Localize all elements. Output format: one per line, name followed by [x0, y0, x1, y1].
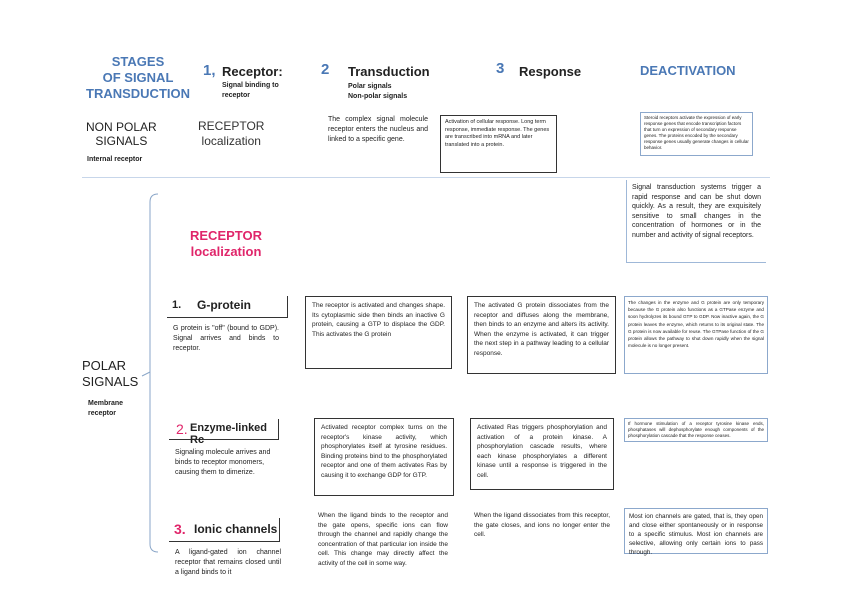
row1-deactivation-text: The changes in the enzyme and G protein are only temporary because the G protein also functions as a GTPase enzyme and soon hydrolyzes its bound GTP to GDP. Now inactive again, the G protein leaves the enzyme, which returns to its original state. The G protein is now available for reuse. The GTPase function of the G protein allows the pathway to shut down rapidly when the signal molecule is no longer present. — [628, 300, 764, 349]
polar-bracket — [140, 192, 162, 554]
nonpolar-deactivation-box — [640, 112, 753, 156]
nonpolar-title: NON POLAR SIGNALS — [86, 120, 157, 148]
row3-number: 3. — [174, 521, 186, 537]
row2-deactivation-text: If hormone stimulation of a receptor tyrosine kinase ends, phosphatases will dephosphorylate enough components of the phosphorylation cascade that the response ceases. — [628, 421, 764, 439]
step1-number: 1, — [203, 62, 216, 79]
section-divider — [82, 177, 770, 178]
stages-title: STAGES OF SIGNAL TRANSDUCTION — [86, 54, 190, 101]
row2-transduction-text: Activated receptor complex turns on the receptor's kinase activity, which phosphorylates itself at tyrosine residues. Binding proteins bind to the phosphorylated receptor and one of them activates Ras by causing it to exchange GDP for GTP. — [321, 424, 447, 479]
row2-description: Signaling molecule arrives and binds to receptor monomers, causing them to dimerize. — [175, 449, 271, 476]
row2-number: 2. — [176, 421, 188, 437]
step2-subtitle: Polar signals Non-polar signals — [348, 83, 408, 100]
row1-response-box — [467, 296, 616, 374]
row3-transduction-text: When the ligand binds to the receptor and the gate opens, specific ions can flow through the channel and rapidly change the concentration of that particular ion inside the cell. This change may directly affect the activity of the cell in some way. — [318, 512, 448, 567]
row3-header — [169, 518, 280, 542]
step1-title: Receptor: — [222, 64, 283, 79]
row1-header — [167, 296, 288, 318]
step2-title: Transduction — [348, 64, 430, 79]
polar-general-deactivation-box — [626, 180, 766, 263]
polar-title: POLAR SIGNALS — [82, 358, 139, 389]
deactivation-title: DEACTIVATION — [640, 63, 736, 78]
step2-number: 2 — [321, 61, 330, 78]
row2-header — [169, 419, 279, 446]
nonpolar-response-box — [440, 115, 557, 173]
row1-response-text: The activated G protein dissociates from the receptor and diffuses along the membrane, then binds to an enzyme and alters its activity. When the enzyme is activated, it can trigger the next step in a pathway leading to a cellular response. — [474, 302, 609, 357]
row1-transduction-text: The receptor is activated and changes shape. Its cytoplasmic side then binds an inactive G protein, causing a GTP to displace the GDP. This activates the G protein — [312, 302, 445, 338]
nonpolar-response-text: Activation of cellular response. Long term response, immediate response. The genes are transcribed into mRNA and later translated into a protein. — [445, 119, 550, 148]
row3-deactivation-box — [624, 508, 768, 554]
step1-subtitle: Signal binding to receptor — [222, 82, 279, 99]
row1-deactivation-box — [624, 296, 768, 374]
nonpolar-subtitle: Internal receptor — [87, 156, 143, 163]
polar-subtitle: Membrane receptor — [88, 400, 124, 417]
row1-description: G protein is "off" (bound to GDP). Signal arrives and binds to receptor. — [173, 325, 279, 352]
row1-transduction-box — [305, 296, 452, 369]
row2-deactivation-box — [624, 418, 768, 442]
nonpolar-transduction-text: The complex signal molecule receptor enters the nucleus and linked to a specific gene. — [328, 116, 428, 143]
row2-response-box — [470, 418, 614, 490]
row1-title: G-protein — [197, 298, 251, 312]
row3-description: A ligand-gated ion channel receptor that remains closed until a ligand binds to it — [175, 549, 281, 576]
polar-localization: RECEPTOR localization — [190, 228, 262, 259]
row3-title: Ionic channels — [194, 522, 278, 536]
step3-number: 3 — [496, 60, 505, 77]
step3-title: Response — [519, 64, 582, 79]
polar-general-deactivation-text: Signal transduction systems trigger a rapid response and can be shut down quickly. As a result, they are exquisitely sensitive to small changes in the concentration of hormones or in the number and activity of signal receptors. — [632, 184, 761, 239]
row3-response-text: When the ligand dissociates from this receptor, the gate closes, and ions no longer enter the cell. — [474, 512, 610, 538]
row2-response-text: Activated Ras triggers phosphorylation and activation of a protein kinase. A phosphorylation cascade results, where each kinase phosphorylates a different kinase until a response is triggered in the cell. — [477, 424, 607, 479]
row1-number: 1. — [172, 299, 182, 311]
nonpolar-localization: RECEPTOR localization — [198, 119, 265, 148]
row2-transduction-box — [314, 418, 454, 496]
nonpolar-deactivation-text: Steroid receptors activate the expression of early response genes that encode transcription factors that turn on expression of secondary response genes. The proteins encoded by the secondary response genes usually generate changes in cellular behavior. — [644, 115, 749, 150]
row3-deactivation-text: Most ion channels are gated, that is, they open and close either spontaneously or in response to a specific stimulus. Most ion channels are selective, allowing only certain ions to pass through. — [629, 513, 763, 556]
row2-title: Enzyme-linked Rc — [190, 422, 268, 446]
